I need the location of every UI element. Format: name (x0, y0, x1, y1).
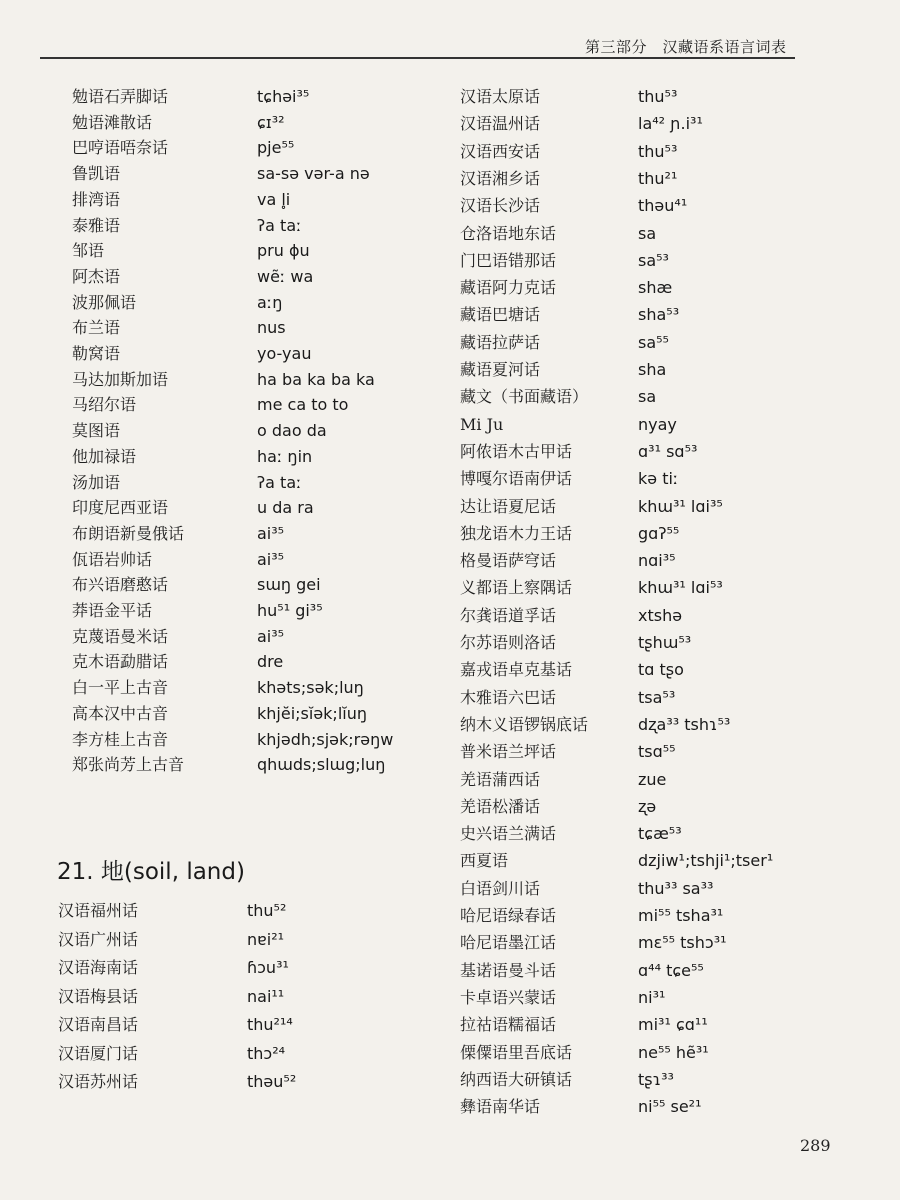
word-form: nus (257, 318, 286, 338)
entry-row (460, 1094, 702, 1119)
word-form: tɑ tʂo (638, 660, 684, 680)
entry-row (72, 675, 364, 700)
word-form: ha ba ka ba ka (257, 369, 375, 389)
language-name: Mi Ju (460, 414, 504, 434)
entry-row (460, 712, 731, 737)
language-name: 卡卓语兴蒙话 (460, 987, 557, 1007)
language-name: 汉语太原话 (460, 87, 541, 106)
entry-row (72, 290, 283, 315)
word-form: ai³⁵ (257, 523, 285, 543)
language-name: 纳西语大研镇话 (460, 1069, 573, 1089)
entry-row (72, 110, 285, 135)
entry-row (72, 213, 302, 238)
entry-row (72, 84, 310, 109)
entry-row (72, 238, 310, 263)
language-name: 汉语海南话 (58, 958, 139, 977)
language-name: 藏文（书面藏语） (460, 387, 589, 407)
entry-row (58, 1069, 297, 1094)
language-name: 尔龚语道孚话 (460, 605, 557, 625)
entry-row (72, 547, 285, 572)
language-name: 排湾语 (72, 189, 121, 209)
entry-row (72, 418, 327, 443)
word-form: ʔa taː (257, 472, 302, 492)
word-form: sa-sə vər-a nə (257, 164, 370, 184)
entry-row (460, 221, 657, 246)
entry-row (460, 848, 774, 873)
word-form: qhɯds;slɯg;luŋ (257, 755, 386, 775)
entry-row (72, 367, 375, 392)
entry-row (460, 821, 682, 846)
language-name: 印度尼西亚语 (72, 498, 169, 518)
word-form: thu⁵² (247, 901, 287, 920)
language-name: 藏语巴塘话 (460, 305, 541, 325)
entry-row (460, 685, 676, 710)
word-form: nyay (638, 414, 677, 434)
entry-row (72, 470, 302, 495)
language-name: 彝语南华话 (460, 1097, 541, 1117)
word-form: ɑ³¹ sɑ⁵³ (638, 441, 698, 461)
word-form: tɕhəi³⁵ (257, 87, 310, 106)
entry-row (460, 439, 698, 464)
running-head: 第三部分 汉藏语系语言词表 (585, 38, 787, 56)
language-name: 布兰语 (72, 318, 121, 338)
entry-row (72, 341, 312, 366)
word-form: sa (638, 387, 657, 407)
language-name: 克蔑语曼米话 (72, 626, 169, 646)
language-name: 汉语湘乡话 (460, 168, 541, 188)
word-form: hu⁵¹ gi³⁵ (257, 601, 323, 620)
language-name: 西夏语 (460, 851, 509, 871)
language-name: 勒窝语 (72, 344, 121, 363)
language-name: 阿侬语木古甲话 (460, 441, 573, 461)
word-form: kə tiː (638, 469, 679, 489)
word-form: shæ (638, 278, 673, 298)
entry-row (460, 603, 683, 628)
language-name: 马绍尔语 (72, 395, 137, 415)
entry-row (72, 598, 323, 623)
language-name: 高本汉中古音 (72, 703, 169, 723)
language-name: 拉祜语糯福话 (460, 1015, 557, 1035)
word-form: sha⁵³ (638, 305, 680, 325)
language-name: 仓洛语地东话 (460, 223, 557, 243)
language-name: 哈尼语墨江话 (460, 933, 557, 953)
word-form: yo-yau (257, 344, 312, 363)
entry-row (72, 495, 314, 520)
language-name: 藏语夏河话 (460, 360, 541, 379)
word-form: thəu⁵² (247, 1072, 297, 1091)
word-form: dʐa³³ tshɿ⁵³ (638, 714, 731, 734)
page-number: 289 (800, 1136, 831, 1155)
language-name: 汉语苏州话 (58, 1072, 139, 1091)
language-name: 义都语上察隅话 (460, 578, 573, 598)
language-name: 李方桂上古音 (72, 729, 169, 749)
word-form: pje⁵⁵ (257, 138, 295, 158)
entry-row (72, 135, 295, 160)
entry-row (58, 898, 287, 923)
entry-row (460, 166, 678, 191)
language-name: 博嘎尔语南伊话 (460, 469, 573, 489)
word-form: sha (638, 360, 667, 379)
language-name: 羌语蒲西话 (460, 769, 541, 789)
word-form: nai¹¹ (247, 986, 285, 1006)
entry-row (460, 1067, 674, 1092)
entry-row (460, 958, 704, 983)
language-name: 哈尼语绿春话 (460, 906, 557, 925)
word-form: ɦɔu³¹ (247, 958, 289, 977)
language-name: 汉语温州话 (460, 114, 541, 134)
word-form: nɐi²¹ (247, 929, 285, 949)
language-name: 木雅语六巴话 (460, 687, 557, 707)
word-form: thu²¹⁴ (247, 1015, 293, 1034)
word-form: khjĕi;sĭək;lĭuŋ (257, 703, 367, 723)
language-name: 莫图语 (72, 421, 121, 441)
entry-row (72, 572, 321, 597)
entry-row (460, 1012, 708, 1037)
entry-row (460, 384, 657, 409)
word-form: mɛ⁵⁵ tshɔ³¹ (638, 933, 727, 953)
language-name: 马达加斯加语 (72, 369, 169, 389)
entry-row (460, 193, 688, 218)
word-form: ai³⁵ (257, 626, 285, 646)
language-name: 达让语夏尼话 (460, 496, 557, 516)
language-name: 尔苏语则洛话 (460, 633, 557, 652)
word-form: thəu⁴¹ (638, 196, 688, 216)
entry-row (460, 248, 669, 273)
entry-row (460, 903, 724, 928)
word-form: sa⁵³ (638, 250, 669, 270)
language-name: 汉语梅县话 (58, 986, 139, 1006)
language-name: 汉语南昌话 (58, 1015, 139, 1034)
language-name: 克木语勐腊话 (72, 652, 169, 672)
word-form: haː ŋin (257, 446, 313, 466)
language-name: 门巴语错那话 (460, 250, 557, 270)
language-name: 史兴语兰满话 (460, 824, 557, 844)
word-form: ai³⁵ (257, 549, 285, 569)
word-form: sa⁵⁵ (638, 332, 669, 352)
entry-row (72, 187, 291, 212)
word-form: ni³¹ (638, 987, 666, 1007)
word-form: tsɑ⁵⁵ (638, 742, 676, 762)
word-form: khjədh;sjək;rəŋw (257, 729, 394, 749)
entry-row (72, 752, 386, 777)
word-form: o dao da (257, 421, 327, 441)
language-name: 汤加语 (72, 472, 121, 492)
word-form: tʂɿ³³ (638, 1069, 674, 1089)
word-form: khəts;sək;luŋ (257, 678, 364, 698)
word-form: gɑʔ⁵⁵ (638, 523, 680, 543)
word-form: pru ɸu (257, 241, 310, 261)
language-name: 白语剑川话 (460, 878, 541, 898)
language-name: 勉语石弄脚话 (72, 87, 169, 106)
entry-row (58, 955, 289, 980)
entry-row (72, 521, 285, 546)
entry-row (72, 727, 394, 752)
language-name: 泰雅语 (72, 215, 121, 235)
entry-row (460, 84, 678, 109)
language-name: 巴哼语唔奈话 (72, 138, 169, 158)
entry-row (460, 767, 667, 792)
word-form: khɯ³¹ lɑi³⁵ (638, 496, 723, 516)
word-form: ʔa taː (257, 215, 302, 235)
entry-row (72, 315, 286, 340)
word-form: wẽː wa (257, 266, 314, 286)
entry-row (460, 876, 714, 901)
word-form: zue (638, 769, 667, 789)
entry-row (72, 649, 284, 674)
entry-row (72, 392, 349, 417)
entry-row (72, 701, 367, 726)
word-form: ʐə (638, 796, 657, 816)
entry-row (72, 624, 285, 649)
entry-row (460, 739, 676, 764)
language-name: 纳木义语锣锅底话 (460, 714, 589, 734)
word-form: la⁴² ɲ.i³¹ (638, 114, 703, 134)
language-name: 基诺语曼斗话 (460, 960, 557, 980)
word-form: tɕæ⁵³ (638, 824, 682, 844)
language-name: 汉语西安话 (460, 141, 541, 161)
word-form: khɯ³¹ lɑi⁵³ (638, 578, 723, 598)
language-name: 阿杰语 (72, 266, 121, 286)
language-name: 他加禄语 (72, 446, 137, 466)
word-form: aːŋ (257, 292, 283, 312)
language-name: 布兴语磨憨话 (72, 575, 169, 595)
language-name: 嘉戎语卓克基话 (460, 660, 573, 680)
entry-row (460, 466, 679, 491)
language-name: 藏语拉萨话 (460, 332, 541, 352)
entry-row (58, 984, 285, 1009)
entry-row (58, 927, 285, 952)
language-name: 汉语厦门话 (58, 1043, 139, 1063)
entry-row (72, 161, 370, 186)
language-name: 傈僳语里吾底话 (460, 1042, 573, 1062)
language-name: 普米语兰坪话 (460, 742, 557, 762)
entry-row (460, 575, 723, 600)
entry-row (58, 1041, 286, 1066)
entry-row (72, 264, 314, 289)
language-name: 格曼语萨穹话 (460, 551, 557, 571)
entry-row (460, 630, 692, 655)
word-form: u da ra (257, 498, 314, 518)
language-name: 布朗语新曼俄话 (72, 523, 185, 543)
word-form: sɯŋ gei (257, 575, 321, 595)
language-name: 佤语岩帅话 (72, 549, 153, 569)
language-name: 邹语 (72, 241, 105, 261)
word-form: me ca to to (257, 395, 349, 415)
word-form: thu⁵³ (638, 141, 678, 161)
language-name: 羌语松潘话 (460, 796, 541, 816)
word-form: ɑ⁴⁴ tɕe⁵⁵ (638, 960, 704, 980)
entry-row (460, 302, 680, 327)
language-name: 勉语滩散话 (72, 112, 153, 132)
word-form: dre (257, 652, 284, 672)
word-form: thu³³ sa³³ (638, 878, 714, 898)
entry-row (58, 1012, 293, 1037)
entry-row (460, 111, 703, 136)
language-name: 汉语广州话 (58, 929, 139, 949)
entry-row (460, 794, 657, 819)
language-name: 莽语金平话 (72, 601, 153, 620)
entry-row (460, 139, 678, 164)
entry-row (460, 330, 669, 355)
entry-row (460, 275, 673, 300)
word-form: sa (638, 223, 657, 243)
word-form: xtshə (638, 605, 683, 625)
entry-row (460, 521, 680, 546)
word-form: nɑi³⁵ (638, 551, 676, 571)
entry-row (460, 548, 676, 573)
word-form: ne⁵⁵ hẽ³¹ (638, 1042, 709, 1062)
entry-row (460, 985, 666, 1010)
word-form: va l̥i (257, 189, 291, 209)
entry-row (460, 1040, 709, 1065)
language-name: 郑张尚芳上古音 (72, 755, 185, 775)
word-form: tsa⁵³ (638, 687, 676, 707)
language-name: 汉语福州话 (58, 901, 139, 920)
language-name: 藏语阿力克话 (460, 278, 557, 298)
word-form: ni⁵⁵ se²¹ (638, 1097, 702, 1117)
word-form: mi⁵⁵ tsha³¹ (638, 906, 724, 925)
word-form: ɕɪ³² (257, 112, 285, 132)
word-form: thu²¹ (638, 168, 678, 188)
word-form: thɔ²⁴ (247, 1043, 286, 1063)
language-name: 鲁凯语 (72, 164, 121, 184)
entry-row (460, 412, 677, 437)
language-name: 白一平上古音 (72, 678, 169, 698)
word-form: tʂhɯ⁵³ (638, 633, 692, 652)
word-form: mi³¹ ɕɑ¹¹ (638, 1015, 708, 1035)
entry-row (460, 494, 723, 519)
language-name: 汉语长沙话 (460, 196, 541, 216)
language-name: 独龙语木力王话 (460, 523, 573, 543)
entry-row (460, 930, 727, 955)
entry-row (460, 357, 667, 382)
entry-row (72, 444, 313, 469)
language-name: 波那佩语 (72, 292, 137, 312)
word-form: thu⁵³ (638, 87, 678, 106)
entry-row (460, 657, 684, 682)
section-title: 21. 地(soil, land) (57, 859, 245, 885)
word-form: dzjiw¹;tshji¹;tser¹ (638, 851, 774, 871)
header-rule (40, 57, 795, 59)
